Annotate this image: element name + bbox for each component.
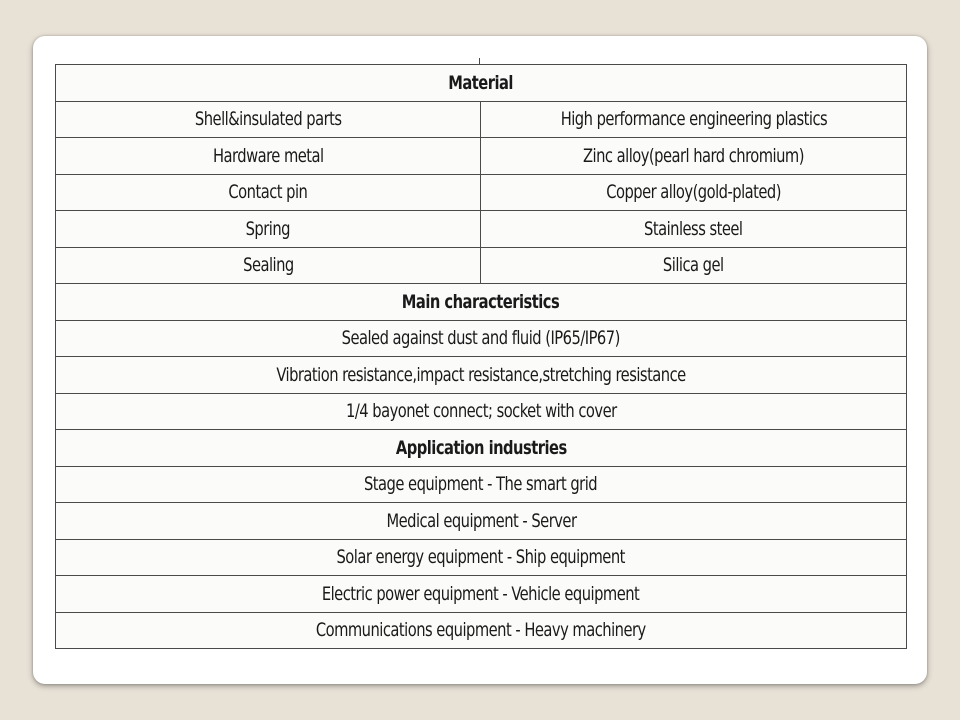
table-top-stub (55, 58, 906, 64)
table-row (56, 466, 907, 503)
industry-cell: Solar energy equipment - Ship equipment (56, 539, 907, 576)
table-row (56, 174, 907, 211)
characteristic-cell: Sealed against dust and fluid (IP65/IP67) (56, 320, 907, 357)
table-row (56, 612, 907, 649)
material-value-cell: Zinc alloy(pearl hard chromium) (481, 138, 907, 175)
table-row (56, 576, 907, 613)
column-divider-stub (479, 58, 480, 64)
spec-table (55, 64, 907, 649)
table-row (56, 539, 907, 576)
material-value-cell: Stainless steel (481, 211, 907, 248)
industry-cell: Medical equipment - Server (56, 503, 907, 540)
material-name-cell: Shell&insulated parts (56, 101, 481, 138)
table-row (56, 393, 907, 430)
table-row (56, 247, 907, 284)
spec-table-container (55, 58, 906, 649)
table-row (56, 211, 907, 248)
section-heading-material: Material (56, 65, 907, 102)
material-name-cell: Contact pin (56, 174, 481, 211)
table-row (56, 357, 907, 394)
material-value-cell: Copper alloy(gold-plated) (481, 174, 907, 211)
industry-cell: Electric power equipment - Vehicle equipment (56, 576, 907, 613)
industry-cell: Communications equipment - Heavy machinery (56, 612, 907, 649)
section-header-row (56, 430, 907, 467)
characteristic-cell: Vibration resistance,impact resistance,stretching resistance (56, 357, 907, 394)
table-row (56, 320, 907, 357)
material-name-cell: Sealing (56, 247, 481, 284)
material-name-cell: Spring (56, 211, 481, 248)
slide-card (33, 36, 927, 684)
industry-cell: Stage equipment - The smart grid (56, 466, 907, 503)
section-heading-industries: Application industries (56, 430, 907, 467)
section-header-row (56, 65, 907, 102)
section-heading-characteristics: Main characteristics (56, 284, 907, 321)
characteristic-cell: 1/4 bayonet connect; socket with cover (56, 393, 907, 430)
table-row (56, 101, 907, 138)
table-row (56, 503, 907, 540)
table-row (56, 138, 907, 175)
material-value-cell: Silica gel (481, 247, 907, 284)
material-value-cell: High performance engineering plastics (481, 101, 907, 138)
section-header-row (56, 284, 907, 321)
material-name-cell: Hardware metal (56, 138, 481, 175)
